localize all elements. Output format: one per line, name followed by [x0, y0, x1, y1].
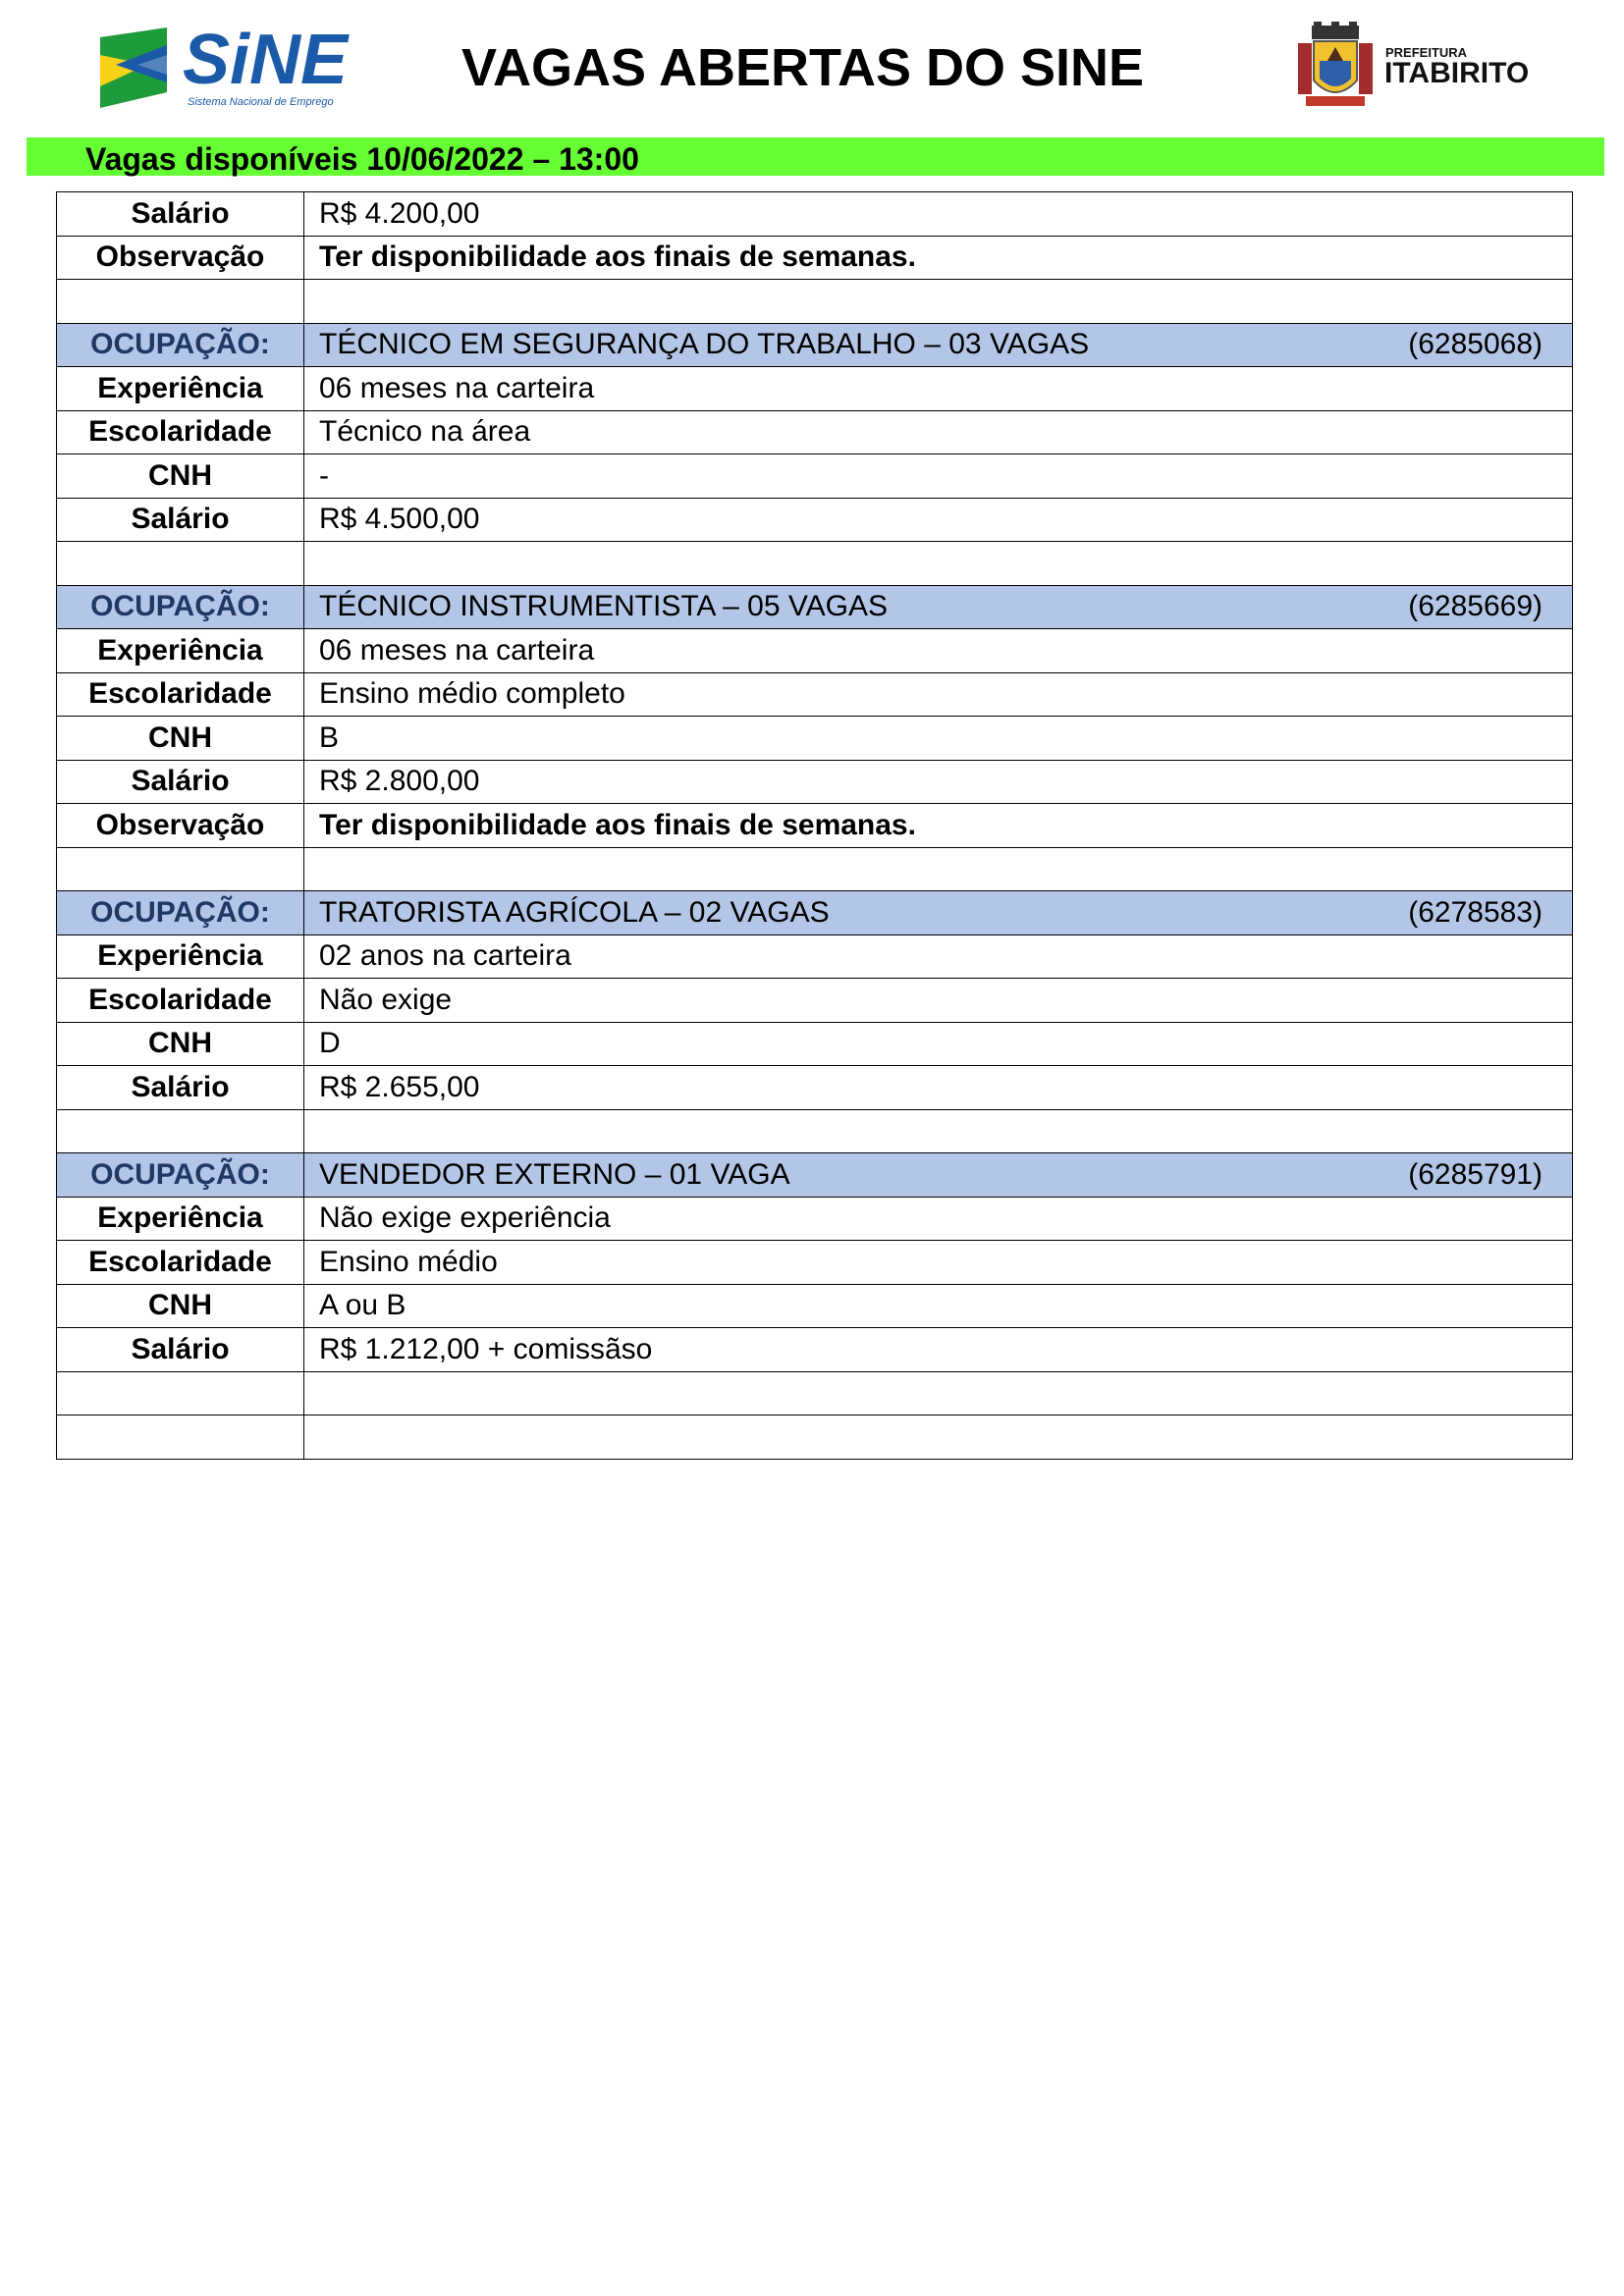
field-label: Observação	[57, 236, 304, 280]
field-row	[57, 1284, 1573, 1328]
blank-value-cell	[304, 1415, 1573, 1460]
availability-banner-text: Vagas disponíveis 10/06/2022 – 13:00	[85, 141, 639, 177]
occupation-label: OCUPAÇÃO:	[57, 1153, 304, 1198]
job-listings-table	[56, 191, 1573, 1460]
field-label: Observação	[57, 804, 304, 848]
occupation-row	[57, 891, 1573, 935]
blank-label-cell	[57, 1371, 304, 1415]
field-value: R$ 4.500,00	[304, 498, 1573, 542]
occupation-row	[57, 585, 1573, 629]
field-label: Escolaridade	[57, 410, 304, 454]
field-value: Ter disponibilidade aos finais de semanas.	[304, 804, 1573, 848]
blank-row	[57, 542, 1573, 586]
field-label: Experiência	[57, 1197, 304, 1241]
occupation-label: OCUPAÇÃO:	[57, 891, 304, 935]
blank-value-cell	[304, 1109, 1573, 1153]
prefeitura-small-label: PREFEITURA	[1385, 45, 1468, 60]
occupation-content	[319, 325, 1572, 364]
occupation-value-cell	[304, 891, 1573, 935]
field-value: 06 meses na carteira	[304, 629, 1573, 673]
field-row	[57, 1066, 1573, 1110]
field-row	[57, 367, 1573, 411]
occupation-value-cell	[304, 323, 1573, 367]
field-row	[57, 1197, 1573, 1241]
field-row	[57, 804, 1573, 848]
blank-label-cell	[57, 1415, 304, 1460]
field-label: Experiência	[57, 629, 304, 673]
occupation-code: (6285068)	[1408, 328, 1543, 361]
field-row	[57, 760, 1573, 804]
occupation-title: VENDEDOR EXTERNO – 01 VAGA	[319, 1157, 790, 1191]
field-label: Escolaridade	[57, 979, 304, 1023]
occupation-title: TÉCNICO INSTRUMENTISTA – 05 VAGAS	[319, 590, 888, 623]
blank-row	[57, 847, 1573, 891]
field-label: Salário	[57, 1066, 304, 1110]
occupation-label: OCUPAÇÃO:	[57, 585, 304, 629]
blank-row	[57, 1109, 1573, 1153]
field-row	[57, 717, 1573, 761]
field-row	[57, 934, 1573, 979]
occupation-value-cell	[304, 585, 1573, 629]
field-value: Técnico na área	[304, 410, 1573, 454]
field-value: R$ 2.800,00	[304, 760, 1573, 804]
field-label: Escolaridade	[57, 1241, 304, 1285]
field-label: Experiência	[57, 367, 304, 411]
field-label: Salário	[57, 1328, 304, 1372]
blank-label-cell	[57, 542, 304, 586]
page-header	[0, 0, 1624, 137]
field-row	[57, 979, 1573, 1023]
field-value: R$ 4.200,00	[304, 192, 1573, 237]
field-row	[57, 629, 1573, 673]
occupation-code: (6285669)	[1408, 590, 1543, 623]
field-value: 06 meses na carteira	[304, 367, 1573, 411]
blank-row	[57, 1415, 1573, 1460]
field-label: CNH	[57, 454, 304, 499]
occupation-content	[319, 1155, 1572, 1195]
field-value: Ter disponibilidade aos finais de semanas.	[304, 236, 1573, 280]
field-row	[57, 236, 1573, 280]
field-value: -	[304, 454, 1573, 499]
occupation-value-cell	[304, 1153, 1573, 1198]
occupation-title: TRATORISTA AGRÍCOLA – 02 VAGAS	[319, 895, 830, 929]
occupation-row	[57, 323, 1573, 367]
sine-logo-subtitle: Sistema Nacional de Emprego	[188, 96, 334, 108]
field-value: A ou B	[304, 1284, 1573, 1328]
field-row	[57, 1022, 1573, 1066]
sine-logo	[86, 21, 361, 114]
availability-banner	[27, 137, 1604, 176]
field-label: Salário	[57, 192, 304, 237]
field-value: Não exige experiência	[304, 1197, 1573, 1241]
field-row	[57, 498, 1573, 542]
blank-row	[57, 280, 1573, 324]
field-value: Não exige	[304, 979, 1573, 1023]
field-value: B	[304, 717, 1573, 761]
field-row	[57, 672, 1573, 717]
sine-logo-wordmark: SiNE	[183, 21, 349, 99]
field-label: Salário	[57, 498, 304, 542]
field-label: Escolaridade	[57, 672, 304, 717]
field-value: Ensino médio	[304, 1241, 1573, 1285]
occupation-code: (6278583)	[1408, 895, 1543, 929]
blank-value-cell	[304, 542, 1573, 586]
prefeitura-logo	[1292, 22, 1547, 112]
field-label: CNH	[57, 1284, 304, 1328]
itabirito-coat-of-arms-icon	[1292, 22, 1382, 112]
field-value: Ensino médio completo	[304, 672, 1573, 717]
field-value: 02 anos na carteira	[304, 934, 1573, 979]
field-row	[57, 454, 1573, 499]
blank-row	[57, 1371, 1573, 1415]
blank-label-cell	[57, 1109, 304, 1153]
field-value: D	[304, 1022, 1573, 1066]
job-listings-body	[57, 192, 1573, 1460]
occupation-code: (6285791)	[1408, 1157, 1543, 1191]
blank-value-cell	[304, 280, 1573, 324]
occupation-content	[319, 893, 1572, 933]
blank-value-cell	[304, 1371, 1573, 1415]
field-label: Salário	[57, 760, 304, 804]
occupation-title: TÉCNICO EM SEGURANÇA DO TRABALHO – 03 VAGAS	[319, 328, 1090, 361]
field-value: R$ 2.655,00	[304, 1066, 1573, 1110]
field-label: CNH	[57, 1022, 304, 1066]
occupation-row	[57, 1153, 1573, 1198]
field-row	[57, 192, 1573, 237]
field-row	[57, 1328, 1573, 1372]
occupation-content	[319, 587, 1572, 626]
blank-label-cell	[57, 847, 304, 891]
field-row	[57, 410, 1573, 454]
occupation-label: OCUPAÇÃO:	[57, 323, 304, 367]
prefeitura-city-name: ITABIRITO	[1384, 57, 1530, 89]
field-label: Experiência	[57, 934, 304, 979]
blank-value-cell	[304, 847, 1573, 891]
blank-label-cell	[57, 280, 304, 324]
field-value: R$ 1.212,00 + comissãso	[304, 1328, 1573, 1372]
page-title: VAGAS ABERTAS DO SINE	[461, 38, 1145, 97]
field-row	[57, 1241, 1573, 1285]
field-label: CNH	[57, 717, 304, 761]
